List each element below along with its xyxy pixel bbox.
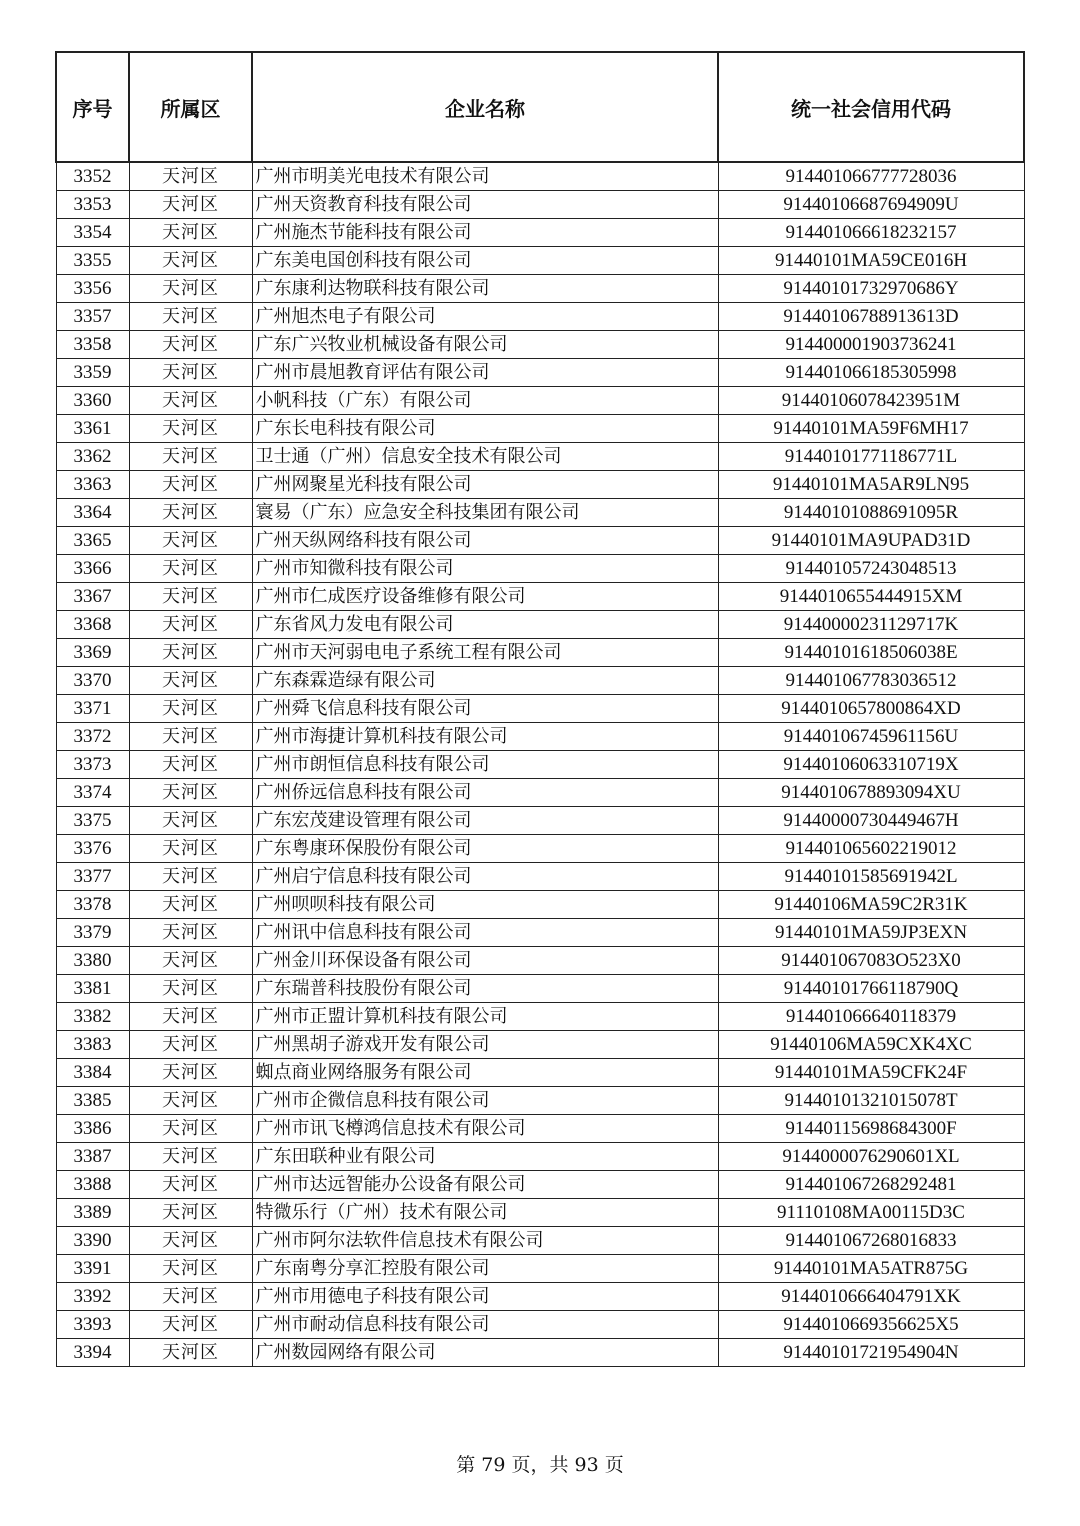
serial-number-cell: 3375 — [56, 807, 129, 835]
credit-code-cell: 91440000730449467H — [718, 807, 1024, 835]
district-cell: 天河区 — [129, 303, 252, 331]
district-cell: 天河区 — [129, 1087, 252, 1115]
enterprise-name-cell: 广州市阿尔法软件信息技术有限公司 — [252, 1227, 718, 1255]
enterprise-name-cell: 广州市朗恒信息科技有限公司 — [252, 751, 718, 779]
serial-number-cell: 3356 — [56, 275, 129, 303]
enterprise-name-cell: 广州启宁信息科技有限公司 — [252, 863, 718, 891]
table-row — [56, 1255, 1024, 1283]
enterprise-name-cell: 广州黑胡子游戏开发有限公司 — [252, 1031, 718, 1059]
table-row — [56, 275, 1024, 303]
credit-code-cell: 91110108MA00115D3C — [718, 1199, 1024, 1227]
credit-code-cell: 91440106745961156U — [718, 723, 1024, 751]
credit-code-cell: 91440101MA5ATR875G — [718, 1255, 1024, 1283]
enterprise-name-cell: 广州市明美光电技术有限公司 — [252, 162, 718, 191]
serial-number-cell: 3370 — [56, 667, 129, 695]
enterprise-name-cell: 广州舜飞信息科技有限公司 — [252, 695, 718, 723]
table-row — [56, 1171, 1024, 1199]
credit-code-cell: 91440000231129717K — [718, 611, 1024, 639]
district-cell: 天河区 — [129, 779, 252, 807]
enterprise-name-cell: 广州市达远智能办公设备有限公司 — [252, 1171, 718, 1199]
table-row — [56, 443, 1024, 471]
district-cell: 天河区 — [129, 1143, 252, 1171]
enterprise-name-cell: 卫士通（广州）信息安全技术有限公司 — [252, 443, 718, 471]
credit-code-cell: 914401066185305998 — [718, 359, 1024, 387]
district-cell: 天河区 — [129, 1115, 252, 1143]
table-row — [56, 1059, 1024, 1087]
enterprise-name-cell: 广州数园网络有限公司 — [252, 1339, 718, 1367]
serial-number-cell: 3353 — [56, 191, 129, 219]
table-row — [56, 807, 1024, 835]
table-row — [56, 162, 1024, 191]
district-cell: 天河区 — [129, 1059, 252, 1087]
district-cell: 天河区 — [129, 583, 252, 611]
table-body — [56, 162, 1024, 1367]
serial-number-cell: 3381 — [56, 975, 129, 1003]
serial-number-cell: 3380 — [56, 947, 129, 975]
serial-number-cell: 3385 — [56, 1087, 129, 1115]
serial-number-cell: 3354 — [56, 219, 129, 247]
district-cell: 天河区 — [129, 611, 252, 639]
table-row — [56, 387, 1024, 415]
enterprise-name-cell: 广州市仁成医疗设备维修有限公司 — [252, 583, 718, 611]
enterprise-name-cell: 广州市用德电子科技有限公司 — [252, 1283, 718, 1311]
table-row — [56, 611, 1024, 639]
enterprise-name-cell: 广东田联种业有限公司 — [252, 1143, 718, 1171]
credit-code-cell: 91440101MA5AR9LN95 — [718, 471, 1024, 499]
district-cell: 天河区 — [129, 667, 252, 695]
district-cell: 天河区 — [129, 639, 252, 667]
table-row — [56, 247, 1024, 275]
credit-code-cell: 91440106687694909U — [718, 191, 1024, 219]
credit-code-cell: 9144010669356625X5 — [718, 1311, 1024, 1339]
enterprise-name-cell: 广州市正盟计算机科技有限公司 — [252, 1003, 718, 1031]
enterprise-name-cell: 广州市耐动信息科技有限公司 — [252, 1311, 718, 1339]
table-row — [56, 415, 1024, 443]
serial-number-cell: 3376 — [56, 835, 129, 863]
credit-code-cell: 91440106078423951M — [718, 387, 1024, 415]
serial-number-cell: 3393 — [56, 1311, 129, 1339]
serial-number-cell: 3361 — [56, 415, 129, 443]
serial-number-cell: 3383 — [56, 1031, 129, 1059]
credit-code-cell: 914401057243048513 — [718, 555, 1024, 583]
district-cell: 天河区 — [129, 891, 252, 919]
district-cell: 天河区 — [129, 1171, 252, 1199]
serial-number-cell: 3373 — [56, 751, 129, 779]
district-cell: 天河区 — [129, 1199, 252, 1227]
table-row — [56, 947, 1024, 975]
credit-code-cell: 91440101MA59JP3EXN — [718, 919, 1024, 947]
serial-number-cell: 3363 — [56, 471, 129, 499]
serial-number-cell: 3372 — [56, 723, 129, 751]
credit-code-cell: 914401066777728036 — [718, 162, 1024, 191]
district-cell: 天河区 — [129, 1283, 252, 1311]
enterprise-name-cell: 广东康利达物联科技有限公司 — [252, 275, 718, 303]
serial-number-cell: 3358 — [56, 331, 129, 359]
credit-code-cell: 914401067268292481 — [718, 1171, 1024, 1199]
serial-number-cell: 3386 — [56, 1115, 129, 1143]
credit-code-cell: 914401066640118379 — [718, 1003, 1024, 1031]
enterprise-name-cell: 广东宏茂建设管理有限公司 — [252, 807, 718, 835]
district-cell: 天河区 — [129, 331, 252, 359]
table-row — [56, 1115, 1024, 1143]
enterprise-name-cell: 小帆科技（广东）有限公司 — [252, 387, 718, 415]
enterprise-name-cell: 广州金川环保设备有限公司 — [252, 947, 718, 975]
enterprise-name-cell: 广东美电国创科技有限公司 — [252, 247, 718, 275]
enterprise-name-cell: 广州市讯飞樽鸿信息技术有限公司 — [252, 1115, 718, 1143]
serial-number-cell: 3369 — [56, 639, 129, 667]
page-number: 第 79 页，共 93 页 — [456, 1454, 624, 1476]
credit-code-cell: 9144010657800864XD — [718, 695, 1024, 723]
enterprise-name-cell: 广东粤康环保股份有限公司 — [252, 835, 718, 863]
district-cell: 天河区 — [129, 191, 252, 219]
table-row — [56, 863, 1024, 891]
serial-number-cell: 3384 — [56, 1059, 129, 1087]
credit-code-cell: 91440101MA59CE016H — [718, 247, 1024, 275]
header-serial-number: 序号 — [56, 52, 129, 162]
district-cell: 天河区 — [129, 415, 252, 443]
enterprise-name-cell: 广州呗呗科技有限公司 — [252, 891, 718, 919]
credit-code-cell: 91440101771186771L — [718, 443, 1024, 471]
credit-code-cell: 914401067783036512 — [718, 667, 1024, 695]
serial-number-cell: 3378 — [56, 891, 129, 919]
credit-code-cell: 91440106MA59CXK4XC — [718, 1031, 1024, 1059]
credit-code-cell: 914401067083O523X0 — [718, 947, 1024, 975]
district-cell: 天河区 — [129, 723, 252, 751]
enterprise-name-cell: 广州市天河弱电电子系统工程有限公司 — [252, 639, 718, 667]
credit-code-cell: 914401066618232157 — [718, 219, 1024, 247]
table-row — [56, 723, 1024, 751]
table-row — [56, 891, 1024, 919]
serial-number-cell: 3357 — [56, 303, 129, 331]
district-cell: 天河区 — [129, 555, 252, 583]
credit-code-cell: 9144010666404791XK — [718, 1283, 1024, 1311]
serial-number-cell: 3374 — [56, 779, 129, 807]
serial-number-cell: 3368 — [56, 611, 129, 639]
enterprise-name-cell: 广州市知微科技有限公司 — [252, 555, 718, 583]
district-cell: 天河区 — [129, 443, 252, 471]
table-row — [56, 667, 1024, 695]
table-row — [56, 1339, 1024, 1367]
serial-number-cell: 3364 — [56, 499, 129, 527]
district-cell: 天河区 — [129, 162, 252, 191]
credit-code-cell: 91440101088691095R — [718, 499, 1024, 527]
table-row — [56, 303, 1024, 331]
table-row — [56, 331, 1024, 359]
header-enterprise-name: 企业名称 — [252, 52, 718, 162]
credit-code-cell: 9144000076290601XL — [718, 1143, 1024, 1171]
table-row — [56, 359, 1024, 387]
credit-code-cell: 91440101321015078T — [718, 1087, 1024, 1115]
credit-code-cell: 91440101618506038E — [718, 639, 1024, 667]
serial-number-cell: 3359 — [56, 359, 129, 387]
enterprise-name-cell: 广东森霖造绿有限公司 — [252, 667, 718, 695]
credit-code-cell: 91440101MA59F6MH17 — [718, 415, 1024, 443]
district-cell: 天河区 — [129, 527, 252, 555]
district-cell: 天河区 — [129, 1255, 252, 1283]
enterprise-name-cell: 蜘点商业网络服务有限公司 — [252, 1059, 718, 1087]
credit-code-cell: 91440101MA59CFK24F — [718, 1059, 1024, 1087]
credit-code-cell: 91440101MA9UPAD31D — [718, 527, 1024, 555]
enterprise-name-cell: 广州网聚星光科技有限公司 — [252, 471, 718, 499]
serial-number-cell: 3379 — [56, 919, 129, 947]
credit-code-cell: 91440101766118790Q — [718, 975, 1024, 1003]
enterprise-name-cell: 广东南粤分享汇控股有限公司 — [252, 1255, 718, 1283]
table-row — [56, 1087, 1024, 1115]
table-row — [56, 1003, 1024, 1031]
serial-number-cell: 3387 — [56, 1143, 129, 1171]
table-row — [56, 779, 1024, 807]
credit-code-cell: 91440101732970686Y — [718, 275, 1024, 303]
serial-number-cell: 3382 — [56, 1003, 129, 1031]
table-header — [56, 52, 1024, 162]
enterprise-name-cell: 广州天资教育科技有限公司 — [252, 191, 718, 219]
credit-code-cell: 91440101585691942L — [718, 863, 1024, 891]
enterprise-table — [55, 51, 1025, 1367]
enterprise-name-cell: 特微乐行（广州）技术有限公司 — [252, 1199, 718, 1227]
table-row — [56, 527, 1024, 555]
credit-code-cell: 91440101721954904N — [718, 1339, 1024, 1367]
district-cell: 天河区 — [129, 387, 252, 415]
table-row — [56, 1143, 1024, 1171]
district-cell: 天河区 — [129, 751, 252, 779]
table-row — [56, 1031, 1024, 1059]
serial-number-cell: 3367 — [56, 583, 129, 611]
header-district: 所属区 — [129, 52, 252, 162]
table-row — [56, 919, 1024, 947]
credit-code-cell: 9144010678893094XU — [718, 779, 1024, 807]
district-cell: 天河区 — [129, 275, 252, 303]
credit-code-cell: 9144010655444915XM — [718, 583, 1024, 611]
district-cell: 天河区 — [129, 919, 252, 947]
serial-number-cell: 3394 — [56, 1339, 129, 1367]
district-cell: 天河区 — [129, 863, 252, 891]
serial-number-cell: 3362 — [56, 443, 129, 471]
district-cell: 天河区 — [129, 499, 252, 527]
district-cell: 天河区 — [129, 1311, 252, 1339]
enterprise-name-cell: 广州侨远信息科技有限公司 — [252, 779, 718, 807]
credit-code-cell: 914400001903736241 — [718, 331, 1024, 359]
table-row — [56, 975, 1024, 1003]
enterprise-name-cell: 广州讯中信息科技有限公司 — [252, 919, 718, 947]
table-row — [56, 1227, 1024, 1255]
serial-number-cell: 3392 — [56, 1283, 129, 1311]
table-row — [56, 1311, 1024, 1339]
credit-code-cell: 91440106MA59C2R31K — [718, 891, 1024, 919]
district-cell: 天河区 — [129, 247, 252, 275]
serial-number-cell: 3371 — [56, 695, 129, 723]
serial-number-cell: 3391 — [56, 1255, 129, 1283]
enterprise-name-cell: 广州市海捷计算机科技有限公司 — [252, 723, 718, 751]
credit-code-cell: 91440106063310719X — [718, 751, 1024, 779]
table-row — [56, 751, 1024, 779]
enterprise-name-cell: 广州旭杰电子有限公司 — [252, 303, 718, 331]
district-cell: 天河区 — [129, 1227, 252, 1255]
enterprise-name-cell: 广州天纵网络科技有限公司 — [252, 527, 718, 555]
serial-number-cell: 3377 — [56, 863, 129, 891]
serial-number-cell: 3388 — [56, 1171, 129, 1199]
table-row — [56, 219, 1024, 247]
table-row — [56, 639, 1024, 667]
district-cell: 天河区 — [129, 1031, 252, 1059]
enterprise-name-cell: 广东长电科技有限公司 — [252, 415, 718, 443]
enterprise-name-cell: 寰易（广东）应急安全科技集团有限公司 — [252, 499, 718, 527]
credit-code-cell: 914401067268016833 — [718, 1227, 1024, 1255]
table-row — [56, 1283, 1024, 1311]
district-cell: 天河区 — [129, 835, 252, 863]
serial-number-cell: 3366 — [56, 555, 129, 583]
credit-code-cell: 914401065602219012 — [718, 835, 1024, 863]
serial-number-cell: 3365 — [56, 527, 129, 555]
serial-number-cell: 3355 — [56, 247, 129, 275]
district-cell: 天河区 — [129, 1003, 252, 1031]
serial-number-cell: 3390 — [56, 1227, 129, 1255]
serial-number-cell: 3360 — [56, 387, 129, 415]
table-row — [56, 583, 1024, 611]
district-cell: 天河区 — [129, 471, 252, 499]
serial-number-cell: 3389 — [56, 1199, 129, 1227]
serial-number-cell: 3352 — [56, 162, 129, 191]
enterprise-name-cell: 广州市晨旭教育评估有限公司 — [252, 359, 718, 387]
district-cell: 天河区 — [129, 975, 252, 1003]
district-cell: 天河区 — [129, 807, 252, 835]
enterprise-name-cell: 广州市企微信息科技有限公司 — [252, 1087, 718, 1115]
header-credit-code: 统一社会信用代码 — [718, 52, 1024, 162]
table-row — [56, 555, 1024, 583]
credit-code-cell: 91440115698684300F — [718, 1115, 1024, 1143]
enterprise-name-cell: 广东广兴牧业机械设备有限公司 — [252, 331, 718, 359]
table-row — [56, 191, 1024, 219]
table-row — [56, 695, 1024, 723]
district-cell: 天河区 — [129, 359, 252, 387]
table-row — [56, 835, 1024, 863]
table-row — [56, 1199, 1024, 1227]
table-row — [56, 499, 1024, 527]
enterprise-name-cell: 广州施杰节能科技有限公司 — [252, 219, 718, 247]
credit-code-cell: 91440106788913613D — [718, 303, 1024, 331]
district-cell: 天河区 — [129, 695, 252, 723]
district-cell: 天河区 — [129, 947, 252, 975]
enterprise-name-cell: 广东省风力发电有限公司 — [252, 611, 718, 639]
enterprise-name-cell: 广东瑞普科技股份有限公司 — [252, 975, 718, 1003]
district-cell: 天河区 — [129, 1339, 252, 1367]
district-cell: 天河区 — [129, 219, 252, 247]
table-row — [56, 471, 1024, 499]
